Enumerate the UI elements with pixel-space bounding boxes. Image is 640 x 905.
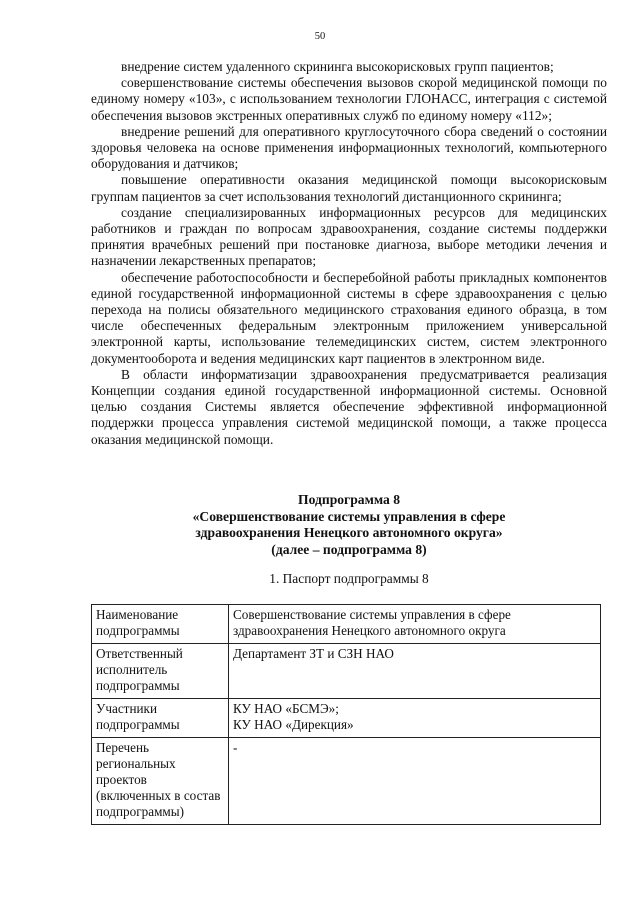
table-row [92,644,601,699]
paragraph: совершенствование системы обеспечения вызовов скорой медицинской помощи по единому номеру «103», с использованием технологии ГЛОНАСС, интеграция с системой обеспечения вызовов экстренных оперативных служб по единому номеру «112»; [91,75,607,123]
paragraph: обеспечение работоспособности и бесперебойной работы прикладных компонентов единой государственной информационной системы в сфере здравоохранения с целью перехода на полисы обязательного медицинского страхования единого образца, в том числе обеспеченных федеральным электронным приложением универсальной электронной карты, использование телемедицинских систем, систем электронного документооборота и ведения медицинских карт пациентов в электронном виде. [91,269,607,366]
row-value: Совершенствование системы управления в сфере здравоохранения Ненецкого автономного округа [229,605,601,644]
paragraph: внедрение систем удаленного скрининга высокорисковых групп пациентов; [121,59,554,74]
paragraph: В области информатизации здравоохранения предусматривается реализация Концепции создания единой государственной информационной системы. Основной целью создания Системы является обеспечение эффективной информационной поддержки процесса управления системой медицинской помощи, а также процесса оказания медицинской помощи. [91,366,607,447]
table-row [92,605,601,644]
passport-table [91,604,601,825]
paragraph: повышение оперативности оказания медицинской помощи высокорисковым группам пациентов за счет использования технологий дистанционного скрининга; [91,172,607,204]
row-value: КУ НАО «БСМЭ»; КУ НАО «Дирекция» [229,699,601,738]
subprogram-heading [91,492,607,558]
body-text [91,59,607,448]
heading-line: Подпрограмма 8 [298,492,400,507]
passport-title: 1. Паспорт подпрограммы 8 [269,571,429,586]
row-label: Перечень региональных проектов (включенных в состав подпрограммы) [92,738,229,825]
paragraph: внедрение решений для оперативного круглосуточного сбора сведений о состоянии здоровья человека на основе применения информационных технологий, компьютерного оборудования и датчиков; [91,123,607,172]
page-number: 50 [314,31,326,42]
table-row [92,699,601,738]
row-label: Наименование подпрограммы [92,605,229,644]
table-row [92,738,601,825]
heading-line: «Совершенствование системы управления в сфере [192,508,506,524]
heading-line: здравоохранения Ненецкого автономного округа» [195,525,503,540]
row-value: Департамент ЗТ и СЗН НАО [229,644,601,699]
paragraph: создание специализированных информационных ресурсов для медицинских работников и граждан по вопросам здравоохранения, создание системы поддержки принятия врачебных решений при постановке диагноза, выборе методики лечения и назначении лекарственных препаратов; [91,204,607,269]
row-label: Ответственный исполнитель подпрограммы [92,644,229,699]
heading-line: (далее – подпрограмма 8) [271,541,427,557]
row-value: - [229,738,601,825]
row-label: Участники подпрограммы [92,699,229,738]
